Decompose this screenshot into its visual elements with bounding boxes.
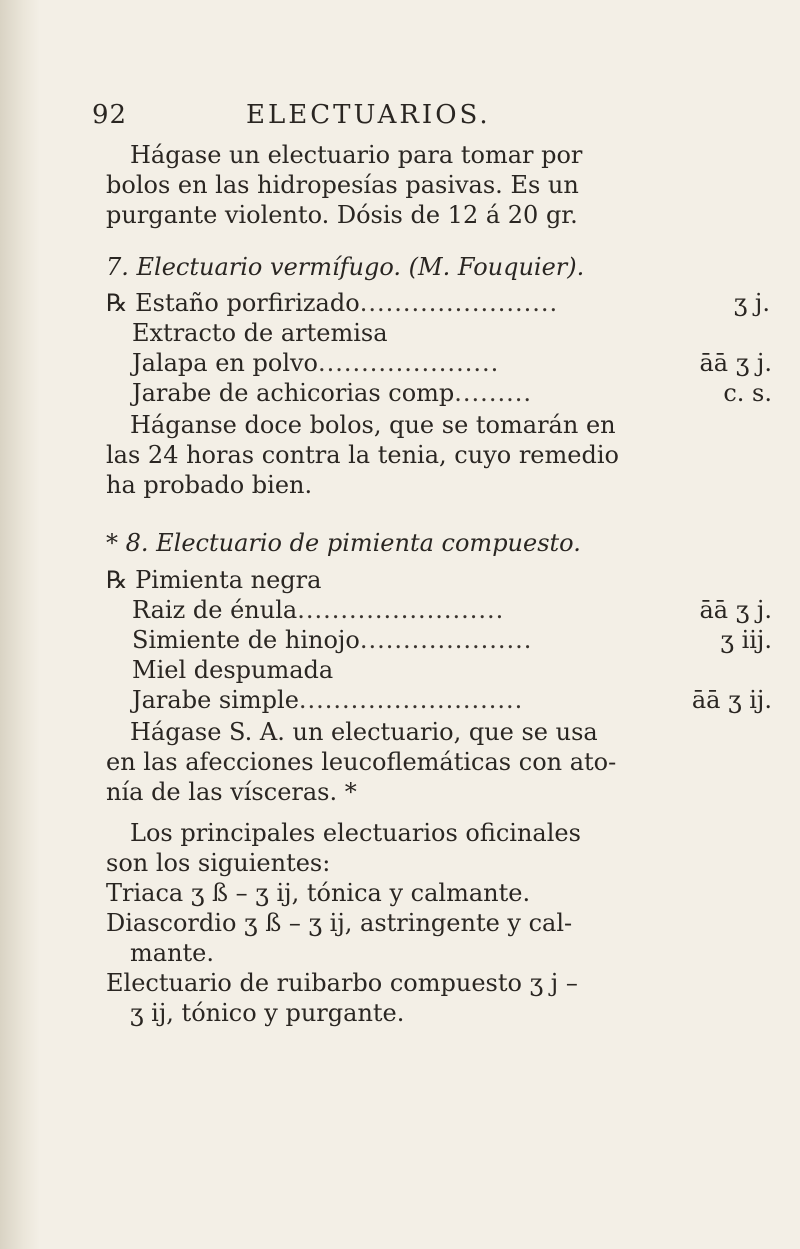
ingredient-row — [132, 318, 772, 348]
dot-leader: .......................... — [298, 686, 524, 714]
ingredient-row — [132, 685, 772, 715]
intro-line: bolos en las hidropesías pasivas. Es un — [106, 171, 579, 199]
ingredient-row — [132, 378, 772, 408]
section-7-heading: 7. Electuario vermífugo. (M. Fouquier). — [106, 253, 585, 281]
ingredient-amount: āā ʒ j. — [699, 596, 772, 624]
dot-leader: ....................... — [359, 289, 559, 317]
officinal-text: son los siguientes: — [106, 849, 331, 877]
ingredient-name: Jarabe simple — [132, 686, 299, 714]
ingredient-name: ℞ Estaño porfirizado — [106, 289, 360, 317]
ingredient-name: Simiente de hinojo — [132, 626, 360, 654]
officinal-text: Triaca ʒ ß – ʒ ij, tónica y calmante. — [106, 879, 531, 907]
page-number: 92 — [92, 100, 128, 130]
ingredient-name: Jarabe de achicorias comp — [132, 379, 455, 407]
ingredient-row — [132, 348, 772, 378]
running-title: ELECTUARIOS. — [246, 100, 491, 130]
dot-leader: ......... — [454, 379, 532, 407]
ingredient-row — [132, 655, 772, 685]
ingredient-amount: ʒ iij. — [720, 626, 772, 654]
section-7-text: Háganse doce bolos, que se tomarán en — [130, 411, 616, 439]
ingredient-row — [106, 288, 770, 318]
ingredient-name: Jalapa en polvo — [132, 349, 318, 377]
officinal-text: mante. — [130, 939, 214, 967]
officinal-text: ʒ ij, tónico y purgante. — [130, 999, 405, 1027]
ingredient-amount: ʒ j. — [733, 289, 770, 317]
intro-line: Hágase un electuario para tomar por — [130, 141, 583, 169]
officinal-text: Los principales electuarios oficinales — [130, 819, 581, 847]
dot-leader: ..................... — [318, 349, 500, 377]
ingredient-row — [106, 565, 770, 595]
section-8-text: nía de las vísceras. * — [106, 778, 357, 806]
officinal-text: Diascordio ʒ ß – ʒ ij, astringente y cal- — [106, 909, 573, 937]
ingredient-row — [132, 625, 772, 655]
section-8-text: en las afecciones leucoflemáticas con ato- — [106, 748, 617, 776]
ingredient-name: ℞ Pimienta negra — [106, 566, 322, 594]
page-header — [92, 100, 732, 140]
ingredient-name: Miel despumada — [132, 656, 334, 684]
ingredient-amount: āā ʒ j. — [699, 349, 772, 377]
ingredient-name: Raiz de énula — [132, 596, 298, 624]
dot-leader: ........................ — [297, 596, 505, 624]
dot-leader: .................... — [359, 626, 533, 654]
intro-line: purgante violento. Dósis de 12 á 20 gr. — [106, 201, 578, 229]
section-8-text: Hágase S. A. un electuario, que se usa — [130, 718, 598, 746]
ingredient-row — [132, 595, 772, 625]
section-7-text: las 24 horas contra la tenia, cuyo remedio — [106, 441, 619, 469]
ingredient-amount: c. s. — [723, 379, 772, 407]
ingredient-amount: āā ʒ ij. — [691, 686, 772, 714]
section-8-heading: * 8. Electuario de pimienta compuesto. — [106, 529, 581, 557]
officinal-text: Electuario de ruibarbo compuesto ʒ j – — [106, 969, 578, 997]
section-7-text: ha probado bien. — [106, 471, 313, 499]
ingredient-name: Extracto de artemisa — [132, 319, 388, 347]
